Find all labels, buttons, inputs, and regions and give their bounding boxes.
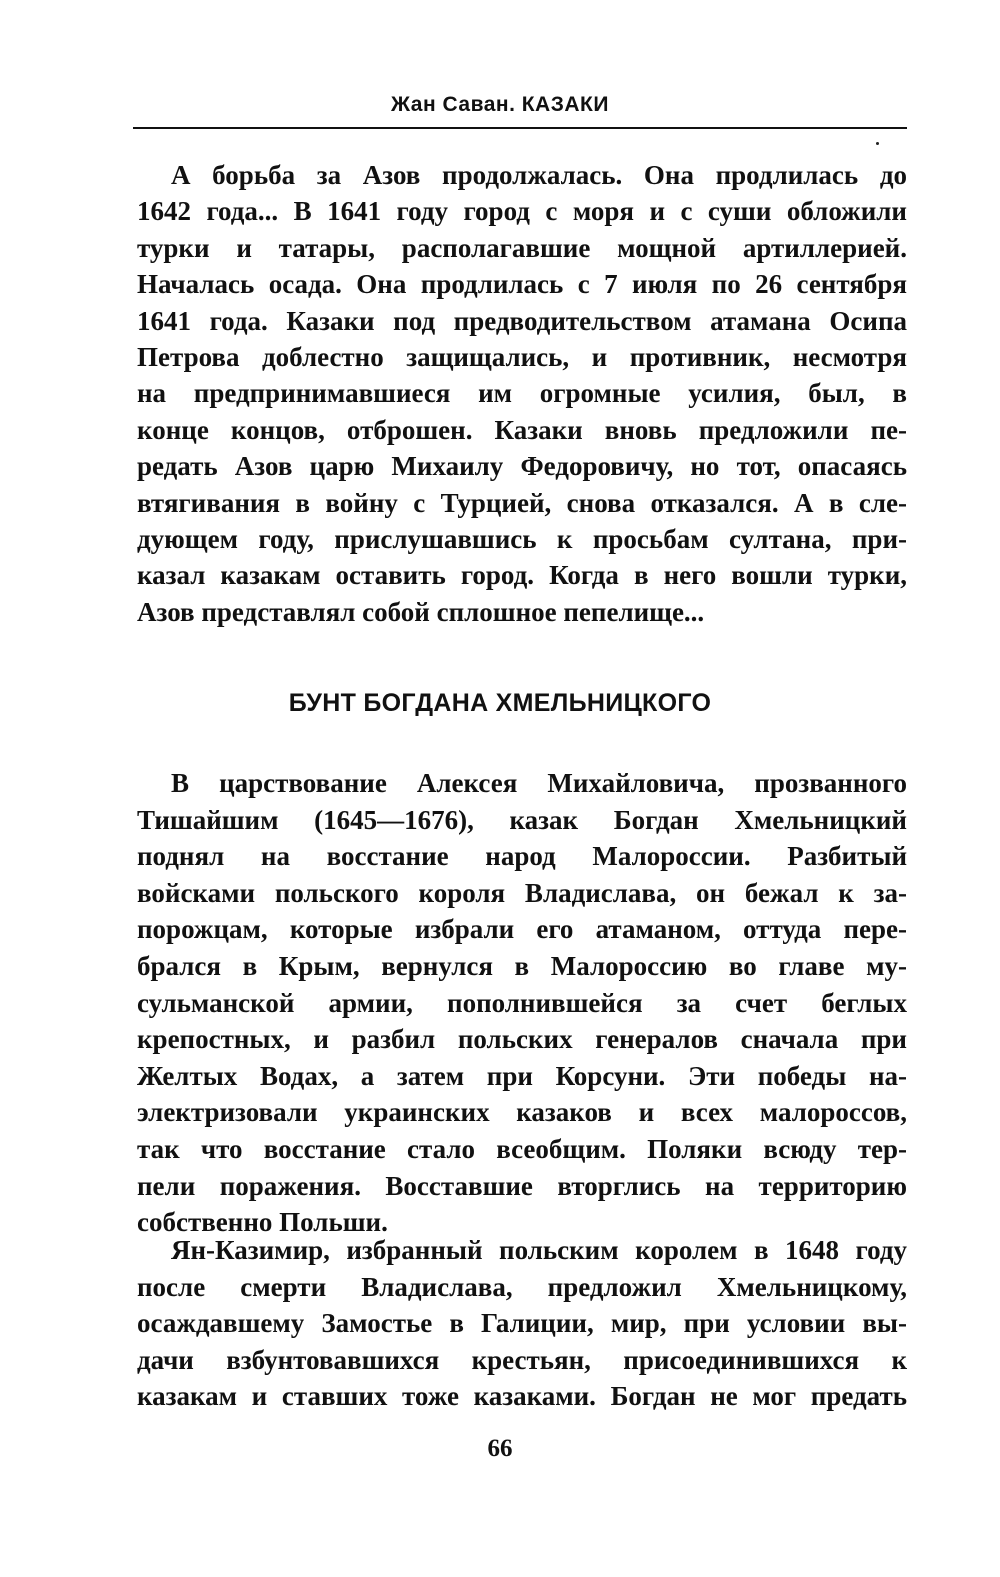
section-heading: БУНТ БОГДАНА ХМЕЛЬНИЦКОГО <box>288 689 712 717</box>
text-line: на предпринимавшиеся им огромные усилия, был, в <box>137 378 907 409</box>
paragraph-azov-siege <box>137 157 907 630</box>
text-line: Ян-Казимир, избранный польским королем в 1648 году <box>171 1235 907 1265</box>
text-line: А борьба за Азов продолжалась. Она продлилась до <box>171 160 907 190</box>
text-line: поднял на восстание народ Малороссии. Разбитый <box>137 841 907 872</box>
text-line: Желтых Водах, а затем при Корсуни. Эти победы на- <box>137 1060 907 1091</box>
paragraph-jan-kazimierz <box>137 1232 907 1415</box>
text-line: 1641 года. Казаки под предводительством атамана Осипа <box>137 305 907 336</box>
text-line: сульманской армии, пополнившейся за счет беглых <box>137 987 907 1018</box>
text-line: турки и татары, располагавшие мощной артиллерией. <box>137 232 907 263</box>
text-line: пели поражения. Восставшие вторглись на территорию <box>137 1170 907 1201</box>
text-line: казакам и ставших тоже казаками. Богдан не мог предать <box>137 1381 907 1412</box>
text-line: В царствование Алексея Михайловича, прозванного <box>171 768 907 798</box>
text-line: Петрова доблестно защищались, и противник, несмотря <box>137 341 907 372</box>
text-line: Азов представлял собой сплошное пепелище... <box>137 596 705 627</box>
text-line: дачи взбунтовавшихся крестьян, присоединившихся к <box>137 1344 907 1375</box>
text-line: Тишайшим (1645—1676), казак Богдан Хмельницкий <box>137 804 907 835</box>
text-line: крепостных, и разбил польских генералов сначала при <box>137 1024 907 1055</box>
text-line: 1642 года... В 1641 году город с моря и с суши обложили <box>137 196 907 227</box>
text-line: брался в Крым, вернулся в Малороссию во главе му- <box>137 950 907 981</box>
text-line: электризовали украинских казаков и всех малороссов, <box>137 1097 907 1128</box>
paragraph-khmelnitsky-revolt <box>137 765 907 1241</box>
text-line: собственно Польши. <box>137 1207 388 1238</box>
text-line: так что восстание стало всеобщим. Поляки всюду тер- <box>137 1133 907 1164</box>
text-line: порожцам, которые избрали его атаманом, оттуда пере- <box>137 914 907 945</box>
text-line: осаждавшему Замостье в Галиции, мир, при условии вы- <box>137 1308 907 1339</box>
text-line: Началась осада. Она продлилась с 7 июля по 26 сентября <box>137 269 907 300</box>
text-line: дующем году, прислушавшись к просьбам султана, при- <box>137 523 907 554</box>
text-line: казал казакам оставить город. Когда в него вошли турки, <box>137 560 907 591</box>
text-line: после смерти Владислава, предложил Хмельницкому, <box>137 1271 907 1302</box>
text-line: редать Азов царю Михаилу Федоровичу, но тот, опасаясь <box>137 451 907 482</box>
text-line: войсками польского короля Владислава, он бежал к за- <box>137 877 907 908</box>
header-rule <box>133 127 907 129</box>
text-line: втягивания в войну с Турцией, снова отказался. А в сле- <box>137 487 907 518</box>
text-line: конце концов, отброшен. Казаки вновь предложили пе- <box>137 414 907 445</box>
running-head: Жан Саван. КАЗАКИ <box>391 93 609 116</box>
page-number: 66 <box>487 1435 513 1462</box>
print-speck <box>876 142 879 145</box>
